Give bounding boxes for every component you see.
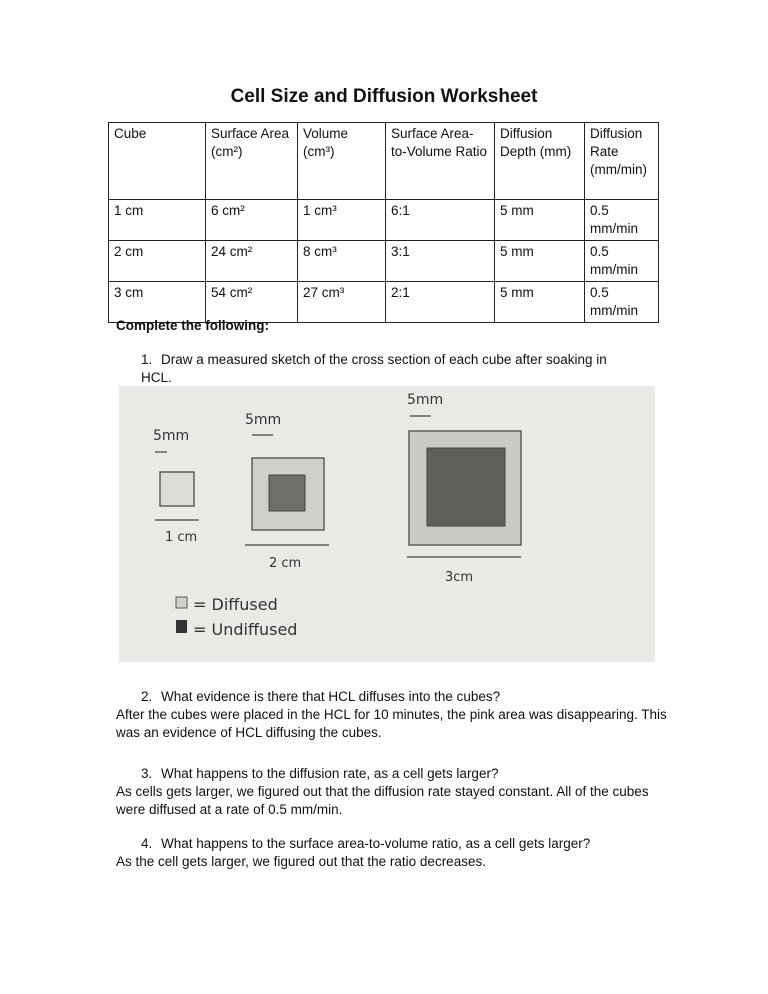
header-cell: Surface Area (cm²) — [206, 123, 298, 200]
question-text: What happens to the diffusion rate, as a cell gets larger? — [161, 766, 499, 781]
scale-label: 5mm — [245, 412, 282, 428]
header-cell: Diffusion Rate (mm/min) — [585, 123, 659, 200]
question-number: 3. — [141, 766, 153, 781]
answer-2: After the cubes were placed in the HCL for 10 minutes, the pink area was disappearing. This was an evidence of HCL diffusing the cubes. — [116, 707, 667, 740]
cube-2-undiffused-core — [269, 475, 305, 511]
answer-3: As cells gets larger, we figured out that the diffusion rate stayed constant. All of the cubes were diffused at a rate of 0.5 mm/min. — [116, 784, 649, 817]
size-label: 3cm — [445, 570, 474, 585]
worksheet-title: Cell Size and Diffusion Worksheet — [230, 86, 538, 107]
table-cell: 5 mm — [495, 282, 585, 323]
question-1 — [141, 351, 641, 387]
question-number: 4. — [141, 836, 153, 851]
cube-3-undiffused-core — [427, 448, 505, 526]
header-cell: Surface Area-to-Volume Ratio — [386, 123, 495, 200]
table-row — [109, 241, 659, 282]
table-cell: 0.5 mm/min — [585, 282, 659, 323]
table-cell: 0.5 mm/min — [585, 241, 659, 282]
table-cell: 1 cm — [109, 200, 206, 241]
question-text: What happens to the surface area-to-volume ratio, as a cell gets larger? — [161, 836, 591, 851]
table-cell: 2:1 — [386, 282, 495, 323]
table-cell: 3:1 — [386, 241, 495, 282]
header-cell: Volume (cm³) — [298, 123, 386, 200]
table-cell: 24 cm² — [206, 241, 298, 282]
table-cell: 2 cm — [109, 241, 206, 282]
table-cell: 3 cm — [109, 282, 206, 323]
table-cell: 1 cm³ — [298, 200, 386, 241]
table-cell: 8 cm³ — [298, 241, 386, 282]
table-cell: 6:1 — [386, 200, 495, 241]
question-2 — [141, 688, 661, 706]
question-3 — [141, 765, 661, 783]
table-row — [109, 200, 659, 241]
legend-undiffused-swatch — [176, 620, 187, 633]
table-row — [109, 282, 659, 323]
data-table — [108, 122, 659, 323]
scale-label: 5mm — [407, 392, 444, 408]
question-number: 1. — [141, 352, 153, 367]
legend-diffused-label: = Diffused — [193, 595, 278, 614]
answer-4: As the cell gets larger, we figured out that the ratio decreases. — [116, 854, 486, 869]
cross-section-sketch — [119, 386, 655, 662]
table-cell: 5 mm — [495, 241, 585, 282]
header-cell: Cube — [109, 123, 206, 200]
size-label: 1 cm — [165, 530, 198, 545]
question-text: What evidence is there that HCL diffuses into the cubes? — [161, 689, 501, 704]
question-text: Draw a measured sketch of the cross section of each cube after soaking in HCL. — [141, 352, 607, 385]
table-cell: 6 cm² — [206, 200, 298, 241]
table-cell: 5 mm — [495, 200, 585, 241]
question-4 — [141, 835, 701, 853]
cube-1-cross-section — [160, 472, 194, 506]
header-cell: Diffusion Depth (mm) — [495, 123, 585, 200]
table-cell: 54 cm² — [206, 282, 298, 323]
legend-diffused-swatch — [176, 597, 187, 608]
scale-label: 5mm — [153, 428, 190, 444]
table-cell: 27 cm³ — [298, 282, 386, 323]
complete-heading: Complete the following: — [116, 318, 269, 333]
size-label: 2 cm — [269, 556, 302, 571]
legend-undiffused-label: = Undiffused — [193, 620, 298, 639]
table-header-row — [109, 123, 659, 200]
question-number: 2. — [141, 689, 153, 704]
table-cell: 0.5 mm/min — [585, 200, 659, 241]
